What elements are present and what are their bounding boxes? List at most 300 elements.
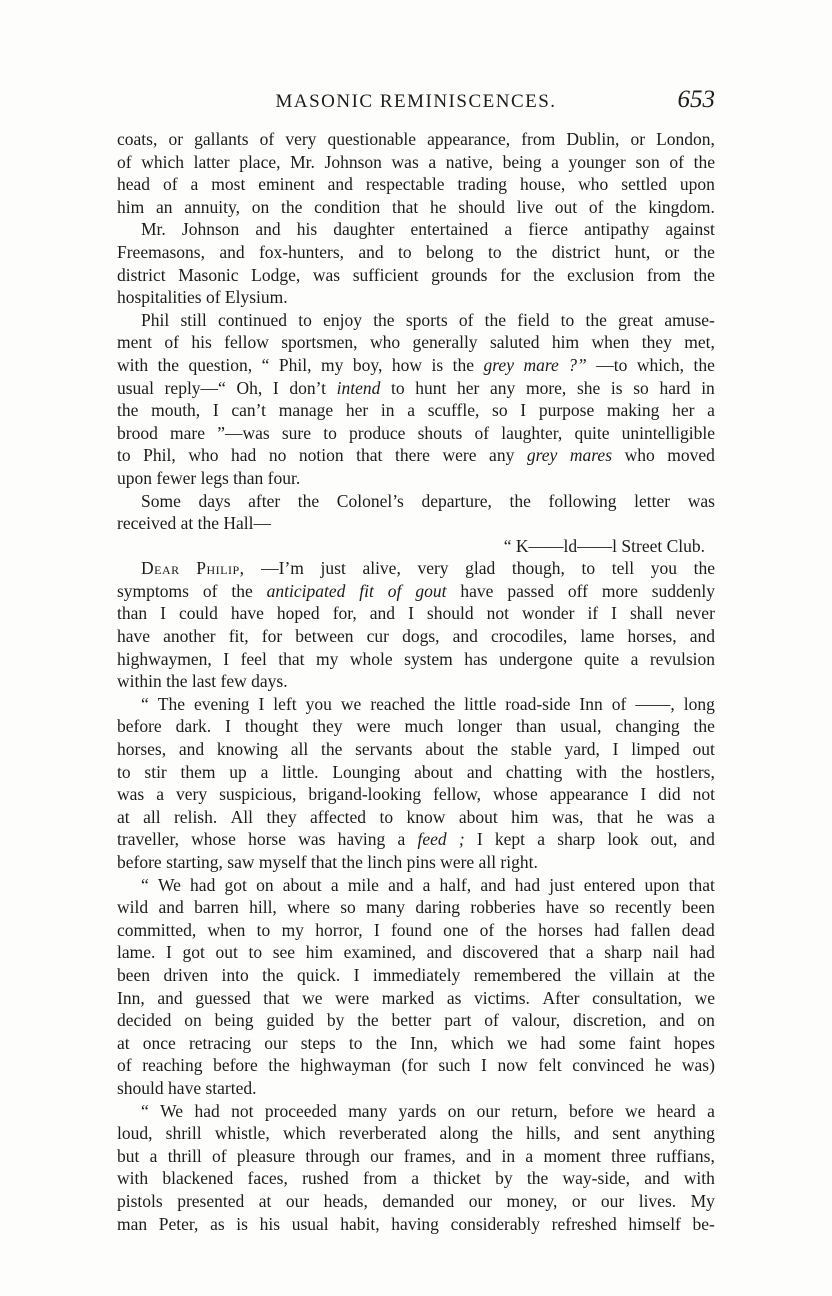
text-word: whose <box>493 784 538 805</box>
text-word: very <box>285 129 317 149</box>
text-word: hill, <box>249 897 277 918</box>
text-line <box>117 670 715 693</box>
text-word: I <box>612 739 619 760</box>
text-word: examined, <box>343 942 416 963</box>
text-word: a <box>411 1168 420 1189</box>
text-word: did <box>658 784 681 805</box>
text-word: enjoy <box>323 309 362 330</box>
text-word: into <box>221 964 249 985</box>
text-word: a <box>707 1100 715 1121</box>
text-word: about <box>458 806 498 827</box>
text-word: have <box>117 626 151 647</box>
text-word: once <box>142 1032 176 1053</box>
text-word: Inn, <box>410 1032 438 1053</box>
text-word: hunt, <box>614 241 651 262</box>
text-word: the <box>585 309 607 330</box>
text-word: stable <box>510 739 552 760</box>
text-word: which <box>141 151 184 172</box>
text-word: of <box>474 422 490 443</box>
text-word: a <box>407 400 415 421</box>
text-word: three <box>611 1145 647 1166</box>
text-word: ruffians, <box>656 1145 715 1166</box>
text-word: settled <box>621 174 667 195</box>
text-word: quick. <box>296 964 341 985</box>
text-word: that <box>392 196 419 217</box>
text-word: a <box>397 829 406 850</box>
text-word: dogs, <box>402 626 440 647</box>
text-word: stir <box>144 761 167 782</box>
text-word: a <box>330 874 339 895</box>
text-word: them <box>180 761 216 782</box>
text-word: about <box>425 739 465 760</box>
text-word: himself <box>628 1213 681 1234</box>
text-word: appearance, <box>427 129 511 149</box>
text-word: which, <box>636 354 684 375</box>
text-word: entered <box>583 874 636 895</box>
text-word: I <box>408 603 414 624</box>
text-word: he <box>430 196 447 217</box>
text-word: Mr. <box>290 151 315 172</box>
text-word: have <box>545 897 579 918</box>
text-word: blackened <box>162 1168 234 1189</box>
text-word: refreshed <box>551 1213 617 1234</box>
text-word: valour, <box>511 1010 561 1031</box>
text-word: lame <box>580 626 615 647</box>
text-word: guessed <box>195 987 251 1008</box>
text-word: the <box>281 196 303 217</box>
text-line <box>117 535 715 558</box>
text-line <box>117 264 715 287</box>
text-line <box>117 218 715 241</box>
text-word: the <box>693 964 715 985</box>
text-word: moved <box>667 445 715 466</box>
text-word: so <box>340 897 356 918</box>
text-word: the <box>533 264 555 285</box>
text-word: to <box>117 761 131 782</box>
text-word: days <box>198 490 231 511</box>
text-word: a <box>422 874 431 895</box>
text-word: they <box>641 332 672 353</box>
text-word: Dear <box>141 558 180 579</box>
text-word: in <box>380 400 395 421</box>
text-line <box>117 241 715 264</box>
text-word: which <box>282 1123 326 1144</box>
text-word: grounds <box>431 264 488 285</box>
text-word: Phil <box>141 309 170 330</box>
text-word: as <box>210 1213 225 1234</box>
text-word: have <box>460 580 494 601</box>
text-line <box>117 648 715 671</box>
text-word: the <box>620 761 643 782</box>
text-word: highwayman <box>300 1055 391 1076</box>
text-run: should have started. <box>117 1077 257 1098</box>
text-word: I <box>166 942 172 963</box>
text-word: and <box>452 626 478 647</box>
text-word: ; <box>458 829 465 850</box>
text-word: making <box>606 400 660 421</box>
text-word: Oh, <box>236 377 263 398</box>
text-word: marked <box>381 987 435 1008</box>
text-word: him <box>511 806 539 827</box>
text-word: Johnson <box>324 151 382 172</box>
text-word: him <box>551 332 580 353</box>
text-word: I <box>476 829 483 850</box>
text-word: place, <box>239 151 281 172</box>
text-word: sharp <box>604 942 643 963</box>
text-word: moment <box>543 1145 601 1166</box>
text-word: little <box>464 693 497 714</box>
text-word: and <box>358 241 384 262</box>
text-word: ment <box>117 332 152 353</box>
text-word: out <box>554 196 578 217</box>
text-word: dead <box>681 919 715 940</box>
text-word: had <box>194 1100 220 1121</box>
text-word: of <box>117 151 132 172</box>
text-word: of <box>202 580 218 601</box>
text-word: our <box>264 1032 288 1053</box>
text-line <box>117 761 715 784</box>
text-word: were <box>335 987 370 1008</box>
text-word: return, <box>511 1100 558 1121</box>
text-word: undergone <box>499 648 573 669</box>
text-word: that <box>596 806 624 827</box>
text-word: remembered <box>473 964 562 985</box>
text-word: the <box>262 964 284 985</box>
text-word: better <box>391 1010 432 1031</box>
text-word: the <box>693 151 715 172</box>
text-word: the <box>297 490 320 511</box>
text-word: shall <box>629 603 664 624</box>
text-word: fellow <box>224 332 269 353</box>
text-word: Phil, <box>143 445 176 466</box>
text-word: of <box>163 174 178 195</box>
text-word: all <box>143 806 161 827</box>
text-line <box>117 964 715 987</box>
text-word: and <box>480 874 506 895</box>
text-word: questionable <box>327 129 416 149</box>
text-word: daring <box>415 897 461 918</box>
text-word: shrill <box>165 1123 202 1144</box>
text-word: I <box>640 784 647 805</box>
text-word: fellow, <box>433 784 482 805</box>
text-word: of <box>458 309 474 330</box>
text-word: traveller, <box>117 829 179 850</box>
text-word: still <box>180 309 207 330</box>
text-word: when <box>207 919 246 940</box>
text-word: our <box>468 1190 493 1211</box>
text-line <box>117 896 715 919</box>
text-word: we <box>506 1032 528 1053</box>
text-word: after <box>248 490 281 511</box>
text-word: coats, <box>117 129 158 149</box>
text-word: tell <box>611 558 635 579</box>
text-word: that <box>688 874 715 895</box>
text-word: of <box>164 332 179 353</box>
text-word: Freemasons, <box>117 241 205 262</box>
text-word: he <box>636 806 654 827</box>
text-word: servants <box>355 739 413 760</box>
text-word: upon <box>644 874 680 895</box>
text-word: on <box>256 874 274 895</box>
text-word: that <box>548 942 576 963</box>
text-word: nail <box>652 942 679 963</box>
text-word: Inn <box>579 693 603 714</box>
text-word: fierce <box>528 219 569 240</box>
text-word: gout <box>415 580 447 601</box>
text-word: so <box>633 377 649 398</box>
text-word: of <box>588 196 604 217</box>
text-word: brood <box>117 422 158 443</box>
text-word: notion <box>298 445 344 466</box>
text-run: “ K——ld——l Street Club. <box>503 535 705 556</box>
text-run: hospitalities of Elysium. <box>117 287 288 308</box>
text-word: sent <box>612 1123 641 1144</box>
text-word: very <box>417 558 449 579</box>
text-word: convinced <box>572 1055 645 1076</box>
text-word: the <box>615 196 637 217</box>
text-word: feed <box>417 829 447 850</box>
text-line <box>117 602 715 625</box>
text-word: we <box>625 1100 646 1121</box>
text-word: had <box>689 942 715 963</box>
text-word: so <box>589 897 605 918</box>
text-word: lives. <box>638 1190 677 1211</box>
text-word: produce <box>349 422 406 443</box>
text-word: the <box>433 693 456 714</box>
text-word: should <box>426 603 474 624</box>
text-line <box>117 1009 715 1032</box>
text-word: grey <box>483 354 514 375</box>
text-word: had <box>594 919 620 940</box>
text-word: thrill <box>167 1145 202 1166</box>
text-word: proceeded <box>264 1100 337 1121</box>
text-line <box>117 580 715 603</box>
text-word: pistols <box>117 1190 163 1211</box>
text-word: horror, <box>315 919 363 940</box>
text-line <box>117 625 715 648</box>
text-word: revulsion <box>649 648 715 669</box>
text-word: kingdom. <box>648 196 715 217</box>
text-line <box>117 738 715 761</box>
text-word: a <box>260 761 269 782</box>
text-word: exclusion <box>567 264 635 285</box>
text-word: they <box>266 806 297 827</box>
text-word: but <box>117 1145 140 1166</box>
text-word: reply—“ <box>164 377 226 398</box>
text-word: reached <box>370 693 425 714</box>
text-word: trading <box>457 174 508 195</box>
text-word: horses, <box>117 739 167 760</box>
text-word: suspicious, <box>219 784 297 805</box>
text-word: to <box>323 422 337 443</box>
text-word: a <box>707 806 715 827</box>
text-word: immediately <box>372 964 461 985</box>
text-word: man <box>117 1213 148 1234</box>
text-word: were <box>442 445 477 466</box>
text-word: to <box>398 241 412 262</box>
text-line <box>117 557 715 580</box>
text-word: manage <box>278 400 334 421</box>
text-word: on <box>447 1100 466 1121</box>
text-word: my <box>321 354 344 375</box>
text-word: see <box>272 942 296 963</box>
text-word: to <box>488 241 502 262</box>
text-word: highwaymen, <box>117 648 212 669</box>
text-word: “ <box>261 354 270 375</box>
text-word: I <box>225 716 231 737</box>
text-line <box>117 399 715 422</box>
text-line <box>117 1077 715 1100</box>
text-word: not <box>486 603 509 624</box>
text-word: villain <box>609 964 655 985</box>
text-word: changing <box>615 716 680 737</box>
text-word: just <box>549 874 575 895</box>
text-word: an <box>155 196 173 217</box>
text-word: kept <box>494 829 526 850</box>
text-word: house, <box>520 174 566 195</box>
text-word: was <box>298 829 326 850</box>
text-word: appearance <box>549 784 629 805</box>
text-word: of <box>387 580 402 601</box>
text-word: generally <box>412 332 478 353</box>
text-word: latter <box>193 151 230 172</box>
text-word: amuse- <box>664 309 715 330</box>
text-line <box>117 309 715 332</box>
text-line <box>117 151 715 174</box>
text-word: not <box>231 1100 254 1121</box>
text-line <box>117 941 715 964</box>
text-word: with <box>117 1168 149 1189</box>
text-line <box>117 783 715 806</box>
text-word: I <box>160 603 166 624</box>
text-word: and <box>689 829 715 850</box>
text-word: driven <box>163 964 209 985</box>
text-word: long <box>683 693 715 714</box>
text-word: son <box>635 151 660 172</box>
text-word: and <box>689 626 715 647</box>
text-word: a <box>504 219 513 240</box>
text-word: who <box>578 174 609 195</box>
text-word: was <box>117 784 145 805</box>
text-word: sufficient <box>352 264 419 285</box>
text-line <box>117 828 715 851</box>
text-word: a <box>190 174 199 195</box>
running-title: MASONIC REMINISCENCES. <box>275 91 557 112</box>
text-word: of <box>669 151 684 172</box>
text-word: passed <box>507 580 554 601</box>
text-word: anticipated <box>266 580 346 601</box>
text-word: which <box>450 1032 494 1053</box>
text-word: and <box>327 174 353 195</box>
text-word: be- <box>692 1213 715 1234</box>
text-word: victims. <box>474 987 530 1008</box>
text-word: horses, <box>627 626 677 647</box>
text-word: mile <box>347 874 379 895</box>
text-word: him <box>117 196 145 217</box>
text-word: usual <box>117 377 154 398</box>
text-word: mares <box>569 445 613 466</box>
text-word: robberies <box>470 897 536 918</box>
text-word: the <box>516 241 538 262</box>
text-word: committed, <box>117 919 197 940</box>
text-word: along <box>439 1123 479 1144</box>
text-word: hard <box>659 377 691 398</box>
text-word: loud, <box>117 1123 153 1144</box>
text-word: the <box>476 739 499 760</box>
running-head <box>117 88 715 120</box>
text-word: chatting <box>505 761 563 782</box>
text-word: thicket <box>433 1168 481 1189</box>
text-word: presented <box>177 1190 245 1211</box>
text-word: was) <box>681 1055 715 1076</box>
body-text <box>117 128 715 1235</box>
text-word: such <box>438 1055 471 1076</box>
text-word: had <box>514 874 541 895</box>
text-word: the <box>231 580 253 601</box>
text-word: Colonel’s <box>336 490 404 511</box>
text-word: from <box>362 1168 398 1189</box>
text-word: sure <box>281 422 312 443</box>
text-word: question, <box>188 354 253 375</box>
text-word: who <box>369 332 401 353</box>
text-word: My <box>690 1190 715 1211</box>
text-word: out <box>215 942 238 963</box>
text-word: —I’m <box>261 558 304 579</box>
text-word: met, <box>684 332 715 353</box>
text-word: our <box>600 1190 625 1211</box>
text-word: hopes <box>674 1032 715 1053</box>
text-word: where <box>287 897 330 918</box>
text-word: much <box>404 716 444 737</box>
text-word: just <box>320 558 346 579</box>
text-word: unintelligible <box>621 422 715 443</box>
text-word: with <box>117 354 149 375</box>
text-word: continued <box>217 309 287 330</box>
text-word: money, <box>506 1190 558 1211</box>
text-word: never <box>676 603 715 624</box>
text-line <box>117 128 715 151</box>
text-word: limped <box>631 739 680 760</box>
text-word: who <box>624 445 655 466</box>
text-word: —to <box>596 354 628 375</box>
text-word: or <box>571 1190 587 1211</box>
text-word: I <box>212 400 219 421</box>
text-word: antipathy <box>584 219 650 240</box>
text-word: entertained <box>410 219 489 240</box>
text-word: and <box>178 739 205 760</box>
text-word: most <box>211 174 246 195</box>
text-word: about <box>414 761 454 782</box>
text-word: now <box>497 1055 528 1076</box>
text-word: lame. <box>117 942 156 963</box>
text-word: or <box>630 129 646 149</box>
text-word: up <box>229 761 247 782</box>
text-line <box>117 286 715 309</box>
text-word: a <box>707 400 715 421</box>
text-word: was <box>312 264 341 285</box>
text-word: Some <box>141 490 181 511</box>
text-word: were <box>356 716 391 737</box>
text-word: heard <box>656 1100 696 1121</box>
text-word: live <box>516 196 543 217</box>
text-word: fox-hunters, <box>258 241 345 262</box>
text-word: reaching <box>142 1055 203 1076</box>
text-word: found <box>390 919 432 940</box>
text-word: by <box>495 1168 513 1189</box>
text-word: left <box>273 693 297 714</box>
text-word: his <box>191 332 212 353</box>
text-word: or <box>664 241 680 262</box>
